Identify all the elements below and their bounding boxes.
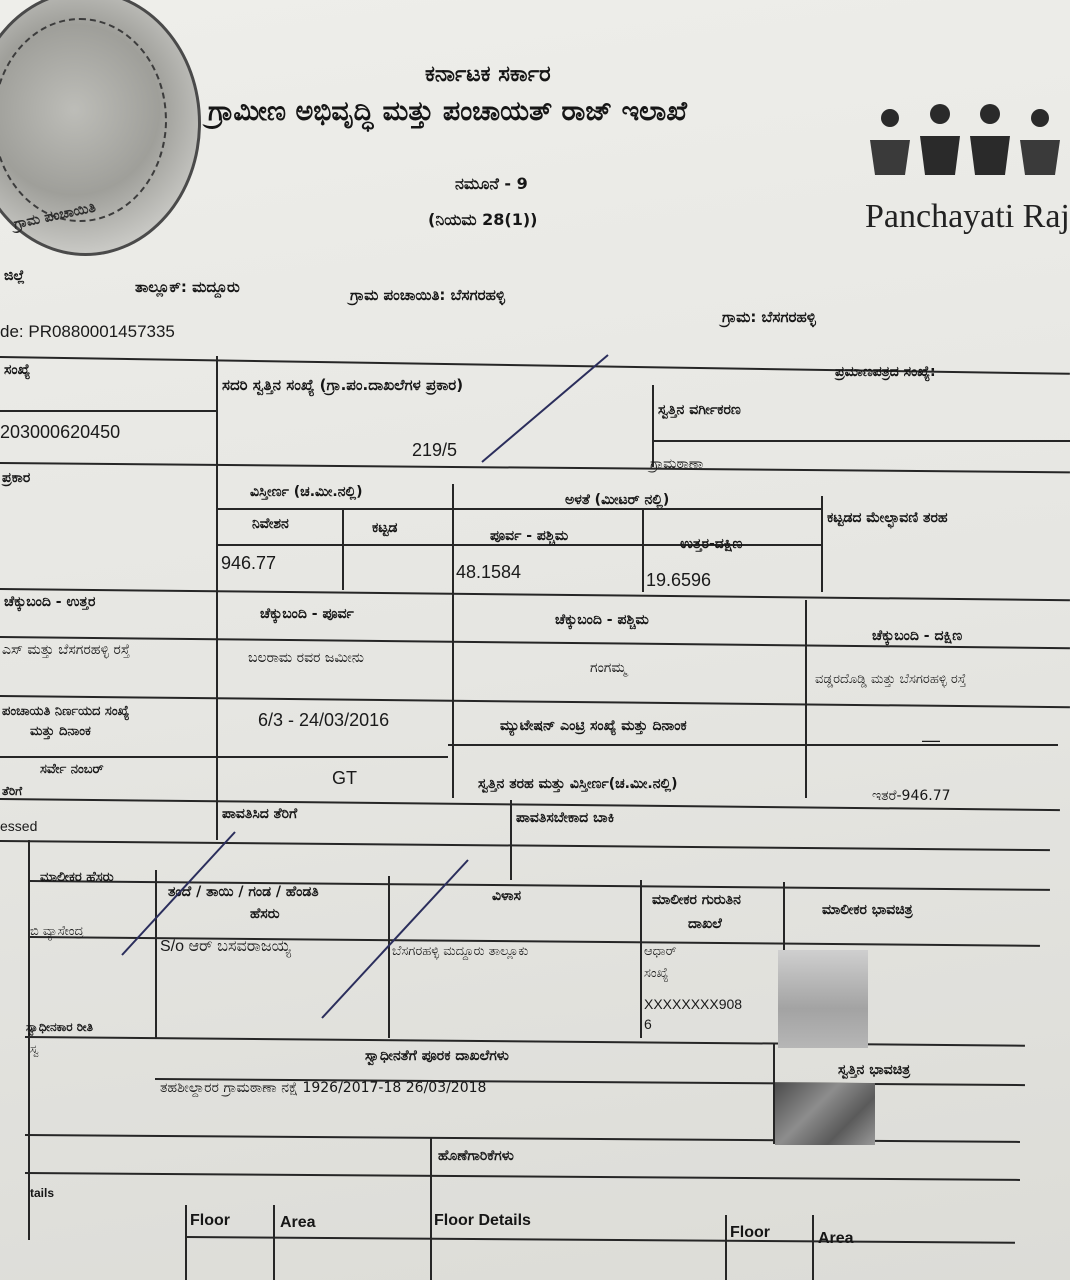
id-doc-label-line2: ದಾಖಲೆ bbox=[688, 916, 722, 932]
relation-label: ತಂದೆ / ತಾಯಿ / ಗಂಡ / ಹೆಂಡತಿ bbox=[168, 884, 319, 900]
form-number: ನಮೂನೆ - 9 bbox=[455, 174, 528, 193]
east-west-label: ಪೂರ್ವ - ಪಶ್ಚಿಮ bbox=[490, 528, 569, 544]
north-south-label: ಉತ್ತರ-ದಕ್ಷಿಣ bbox=[680, 536, 743, 552]
acquisition-sub: ಸ್ವ bbox=[30, 1042, 39, 1056]
east-boundary-label: ಚೆಕ್ಕುಬಂದಿ - ಪೂರ್ವ bbox=[260, 606, 354, 622]
north-boundary-value: ಎಸ್ ಮತ್ತು ಬೆಸಗರಹಳ್ಳಿ ರಸ್ತೆ bbox=[2, 642, 131, 658]
form-rule: (ನಿಯಮ 28(1)) bbox=[428, 210, 538, 229]
logo-text: Panchayati Raj bbox=[865, 198, 1070, 235]
id-doc-value-line3: XXXXXXXX908 bbox=[644, 996, 743, 1012]
property-type-area-value: ಇತರೆ-946.77 bbox=[872, 788, 951, 804]
area-header: Area bbox=[280, 1214, 316, 1231]
gram-panchayat: ಗ್ರಾಮ ಪಂಚಾಯಿತಿ: ಬೆಸಗರಹಳ್ಳಿ bbox=[350, 286, 506, 304]
resolution-value: 6/3 - 24/03/2016 bbox=[258, 710, 390, 730]
relation-value: S/o ಆರ್ ಬಸವರಾಜಯ್ಯ bbox=[160, 938, 291, 955]
property-type-area-label: ಸ್ವತ್ತಿನ ತರಹ ಮತ್ತು ವಿಸ್ತೀರ್ಣ(ಚ.ಮೀ.ನಲ್ಲಿ) bbox=[478, 776, 678, 792]
north-boundary-label: ಚೆಕ್ಕುಬಂದಿ - ಉತ್ತರ bbox=[4, 594, 96, 610]
floor-header: Floor bbox=[190, 1212, 230, 1229]
assessed-label: essed bbox=[0, 818, 38, 834]
owner-name-label: ಮಾಲೀಕರ ಹೆಸರು bbox=[40, 870, 114, 885]
resolution-label: ಪಂಚಾಯತಿ ನಿರ್ಣಯದ ಸಂಖ್ಯೆ bbox=[2, 704, 130, 719]
area-header-2: Area bbox=[818, 1230, 854, 1247]
west-boundary-value: ಗಂಗಮ್ಮ bbox=[590, 660, 627, 676]
east-boundary-value: ಬಲರಾಮ ರವರ ಜಮೀನು bbox=[248, 650, 364, 666]
floor-header-2: Floor bbox=[730, 1224, 770, 1241]
building-label: ಕಟ್ಟಡ bbox=[372, 520, 398, 536]
floor-details-header: Floor Details bbox=[434, 1212, 531, 1229]
survey-value: GT bbox=[332, 768, 357, 788]
classification-label: ಸ್ವತ್ತಿನ ವರ್ಗೀಕರಣ bbox=[658, 402, 741, 418]
relation-label-line2: ಹೆಸರು bbox=[250, 906, 280, 922]
liabilities-label: ಹೊಣೆಗಾರಿಕೆಗಳು bbox=[438, 1148, 514, 1164]
property-photo-label: ಸ್ವತ್ತಿನ ಭಾವಚಿತ್ರ bbox=[838, 1062, 911, 1078]
tax-label: ತೆರಿಗೆ bbox=[2, 784, 23, 798]
village: ಗ್ರಾಮ: ಬೆಸಗರಹಳ್ಳಿ bbox=[722, 308, 816, 326]
measure-label: ಅಳತೆ (ಮೀಟರ್ ನಲ್ಲಿ) bbox=[565, 492, 670, 508]
resolution-label-line2: ಮತ್ತು ದಿನಾಂಕ bbox=[30, 724, 91, 739]
district-label: ಜಿಲ್ಲೆ bbox=[4, 268, 25, 284]
property-no-label: ಸದರಿ ಸ್ವತ್ತಿನ ಸಂಖ್ಯೆ (ಗ್ರಾ.ಪಂ.ದಾಖಲೆಗಳ ಪ್ರಕಾರ) bbox=[222, 376, 464, 394]
classification-value: ಗ್ರಾಮಠಾಣಾ bbox=[650, 456, 704, 472]
west-boundary-label: ಚೆಕ್ಕುಬಂದಿ - ಪಶ್ಚಿಮ bbox=[555, 612, 649, 628]
site-label: ನಿವೇಶನ bbox=[252, 516, 289, 532]
north-south-value: 19.6596 bbox=[646, 570, 712, 590]
acquisition-label: ಸ್ವಾಧೀನಕಾರ ರೀತಿ bbox=[26, 1020, 93, 1034]
south-boundary-value: ವಡ್ಡರದೊಡ್ಡಿ ಮತ್ತು ಬೆಸಗರಹಳ್ಳಿ ರಸ್ತೆ bbox=[815, 672, 967, 687]
owner-name-value: ಬಿ ವ್ಯಾಸೇಂದ್ರ bbox=[30, 924, 84, 939]
header-department: ಗ್ರಾಮೀಣ ಅಭಿವೃದ್ಧಿ ಮತ್ತು ಪಂಚಾಯತ್ ರಾಜ್ ಇಲಾಖೆ bbox=[208, 96, 687, 127]
header-government: ಕರ್ನಾಟಕ ಸರ್ಕಾರ bbox=[425, 62, 551, 87]
mutation-label: ಮ್ಯುಟೇಷನ್ ಎಂಟ್ರಿ ಸಂಖ್ಯೆ ಮತ್ತು ದಿನಾಂಕ bbox=[500, 718, 687, 734]
property-no: 219/5 bbox=[412, 440, 458, 460]
roof-label: ಕಟ್ಟಡದ ಮೇಲ್ಛಾವಣಿ ತರಹ bbox=[827, 510, 948, 526]
id-label: ಸಂಖ್ಯೆ bbox=[4, 362, 31, 378]
paid-tax-label: ಪಾವತಿಸಿದ ತೆರಿಗೆ bbox=[222, 806, 298, 822]
acquisition-docs-label: ಸ್ವಾಧೀನತೆಗೆ ಪೂರಕ ದಾಖಲೆಗಳು bbox=[365, 1048, 509, 1064]
site-area: 946.77 bbox=[221, 553, 277, 573]
property-id: 203000620450 bbox=[0, 422, 121, 442]
type-label: ಪ್ರಕಾರ bbox=[2, 470, 31, 486]
address-label: ವಿಳಾಸ bbox=[492, 888, 522, 904]
survey-label: ಸರ್ವೇ ನಂಬರ್ bbox=[40, 762, 104, 777]
owner-photo-label: ಮಾಲೀಕರ ಭಾವಚಿತ್ರ bbox=[822, 902, 913, 918]
mutation-value: — bbox=[922, 730, 940, 750]
certificate-no-label: ಪ್ರಮಾಣಪತ್ರದ ಸಂಖ್ಯೆ: bbox=[835, 364, 936, 380]
balance-label: ಪಾವತಿಸಬೇಕಾದ ಬಾಕಿ bbox=[516, 810, 615, 826]
acquisition-docs-value: ತಹಶೀಲ್ದಾರರ ಗ್ರಾಮಠಾಣಾ ನಕ್ಷೆ 1926/2017-18 26/03/2018 bbox=[160, 1080, 487, 1096]
area-label: ವಿಸ್ತೀರ್ಣ (ಚ.ಮೀ.ನಲ್ಲಿ) bbox=[250, 484, 363, 500]
id-doc-value: ಆಧಾರ್ bbox=[644, 944, 677, 959]
south-boundary-label: ಚೆಕ್ಕುಬಂದಿ - ದಕ್ಷಿಣ bbox=[872, 628, 963, 644]
details-label: tails bbox=[30, 1186, 55, 1200]
east-west-value: 48.1584 bbox=[456, 562, 522, 582]
taluk: ತಾಲ್ಲೂಕ್: ಮದ್ದೂರು bbox=[135, 278, 240, 296]
id-doc-label: ಮಾಲೀಕರ ಗುರುತಿನ bbox=[652, 892, 741, 908]
id-doc-value-line2: ಸಂಖ್ಯೆ bbox=[644, 966, 669, 981]
seal-text: ಗ್ರಾಮ ಪಂಚಾಯಿತಿ bbox=[12, 199, 98, 233]
address-value: ಬೆಸಗರಹಳ್ಳಿ ಮದ್ದೂರು ತಾಲ್ಲೂಕು bbox=[392, 944, 529, 959]
id-doc-value-line4: 6 bbox=[644, 1016, 652, 1032]
property-code: de: PR0880001457335 bbox=[0, 322, 175, 341]
